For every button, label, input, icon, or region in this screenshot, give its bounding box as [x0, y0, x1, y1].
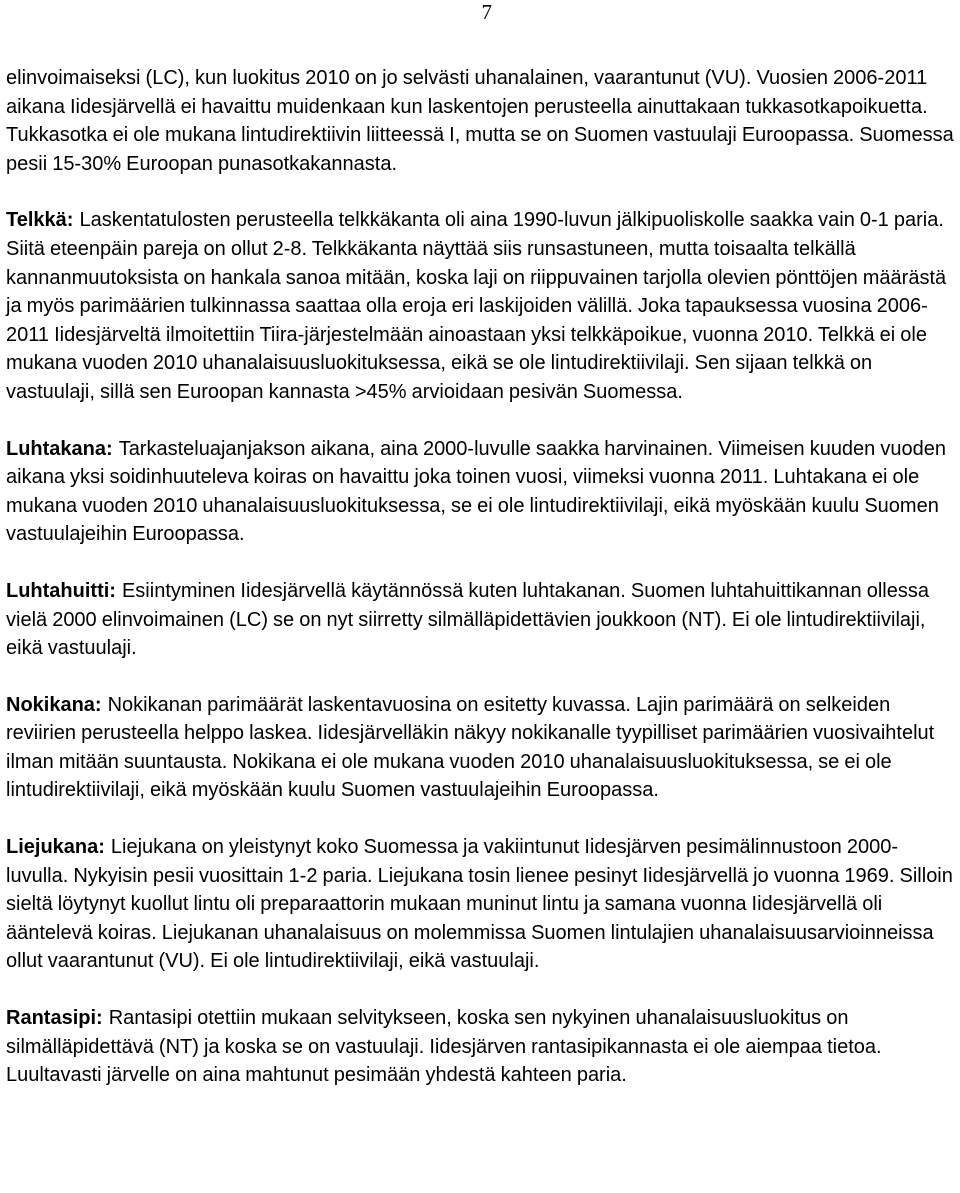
- species-heading: Telkkä:: [6, 209, 74, 232]
- paragraph-nokikana: [6, 691, 956, 805]
- paragraph-text: elinvoimaiseksi (LC), kun luokitus 2010 on jo selvästi uhanalainen, vaarantunut (VU). Vuosien 2006-2011 aikana Iidesjärvellä ei havaittu muidenkaan kun laskentojen perusteella ainuttakaan tukkasotkapoikuetta. Tukkasotka ei ole mukana lintudirektiivin liitteessä I, mutta se on Suomen vastuulaji Euroopassa. Suomessa pesii 15-30% Euroopan punasotkakannasta.: [6, 67, 954, 175]
- document-body: [6, 64, 956, 1090]
- species-heading: Nokikana:: [6, 693, 102, 716]
- paragraph-liejukana: [6, 833, 956, 976]
- paragraph-text: Esiintyminen Iidesjärvellä käytännössä kuten luhtakanan. Suomen luhtahuittikannan ollessa vielä 2000 elinvoimainen (LC) se on nyt siirretty silmälläpidettävien joukkoon (NT). Ei ole lintudirektiivilaji, eikä vastuulaji.: [6, 579, 929, 660]
- paragraph-text: Laskentatulosten perusteella telkkäkanta oli aina 1990-luvun jälkipuoliskolle saakka vain 0-1 paria. Siitä eteenpäin pareja on ollut 2-8. Telkkäkanta näyttää siis runsastuneen, mutta toisaalta telkällä kannanmuutoksista on hankala sanoa mitään, koska laji on riippuvainen tarjolla olevien pönttöjen määrästä ja myös parimäärien tulkinnassa saattaa olla eroja eri laskijoiden välillä. Joka tapauksessa vuosina 2006-2011 Iidesjärveltä ilmoitettiin Tiira-järjestelmään ainoastaan yksi telkkäpoikue, vuonna 2010. Telkkä ei ole mukana vuoden 2010 uhanalaisuusluokituksessa, eikä se ole lintudirektiivilaji. Sen sijaan telkkä on vastuulaji, sillä sen Euroopan kannasta >45% arvioidaan pesivän Suomessa.: [6, 209, 947, 403]
- paragraph-luhtakana: [6, 435, 956, 549]
- species-heading: Luhtahuitti:: [6, 579, 116, 602]
- paragraph-text: Liejukana on yleistynyt koko Suomessa ja vakiintunut Iidesjärven pesimälinnustoon 2000-luvulla. Nykyisin pesii vuosittain 1-2 paria. Liejukana tosin lienee pesinyt Iidesjärvellä jo vuonna 1969. Silloin sieltä löytynyt kuollut lintu oli preparaattorin mukaan muninut lintu ja samana vuonna Iidesjärvellä oli ääntelevä koiras. Liejukanan uhanalaisuus on molemmissa Suomen lintulajien uhanalaisuusarvioinneissa ollut vaarantunut (VU). Ei ole lintudirektiivilaji, eikä vastuulaji.: [6, 836, 953, 973]
- page-number: 7: [481, 0, 492, 24]
- species-heading: Rantasipi:: [6, 1007, 103, 1030]
- species-heading: Liejukana:: [6, 836, 105, 859]
- paragraph-luhtahuitti: [6, 577, 956, 663]
- paragraph-telkka: [6, 206, 956, 406]
- species-heading: Luhtakana:: [6, 437, 113, 460]
- paragraph-text: Rantasipi otettiin mukaan selvitykseen, koska sen nykyinen uhanalaisuusluokitus on silmälläpidettävä (NT) ja koska se on vastuulaji. Iidesjärven rantasipikannasta ei ole aiempaa tietoa. Luultavasti järvelle on aina mahtunut pesimään yhdestä kahteen paria.: [6, 1007, 882, 1087]
- paragraph-text: Tarkasteluajanjakson aikana, aina 2000-luvulle saakka harvinainen. Viimeisen kuuden vuoden aikana yksi soidinhuuteleva koiras on havaittu joka toinen vuosi, viimeksi vuonna 2011. Luhtakana ei ole mukana vuoden 2010 uhanalaisuusluokituksessa, se ei ole lintudirektiivilaji, eikä myöskään kuulu Suomen vastuulajeihin Euroopassa.: [6, 437, 946, 546]
- paragraph-tukkasotka: [6, 64, 956, 178]
- paragraph-rantasipi: [6, 1004, 956, 1090]
- paragraph-text: Nokikanan parimäärät laskentavuosina on esitetty kuvassa. Lajin parimäärä on selkeiden reviirien perusteella helppo laskea. Iidesjärvelläkin näkyy nokikanalle tyypilliset parimäärien vuosivaihtelut ilman mitään suuntausta. Nokikana ei ole mukana vuoden 2010 uhanalaisuusluokituksessa, se ei ole lintudirektiivilaji, eikä myöskään kuulu Suomen vastuulajeihin Euroopassa.: [6, 693, 935, 802]
